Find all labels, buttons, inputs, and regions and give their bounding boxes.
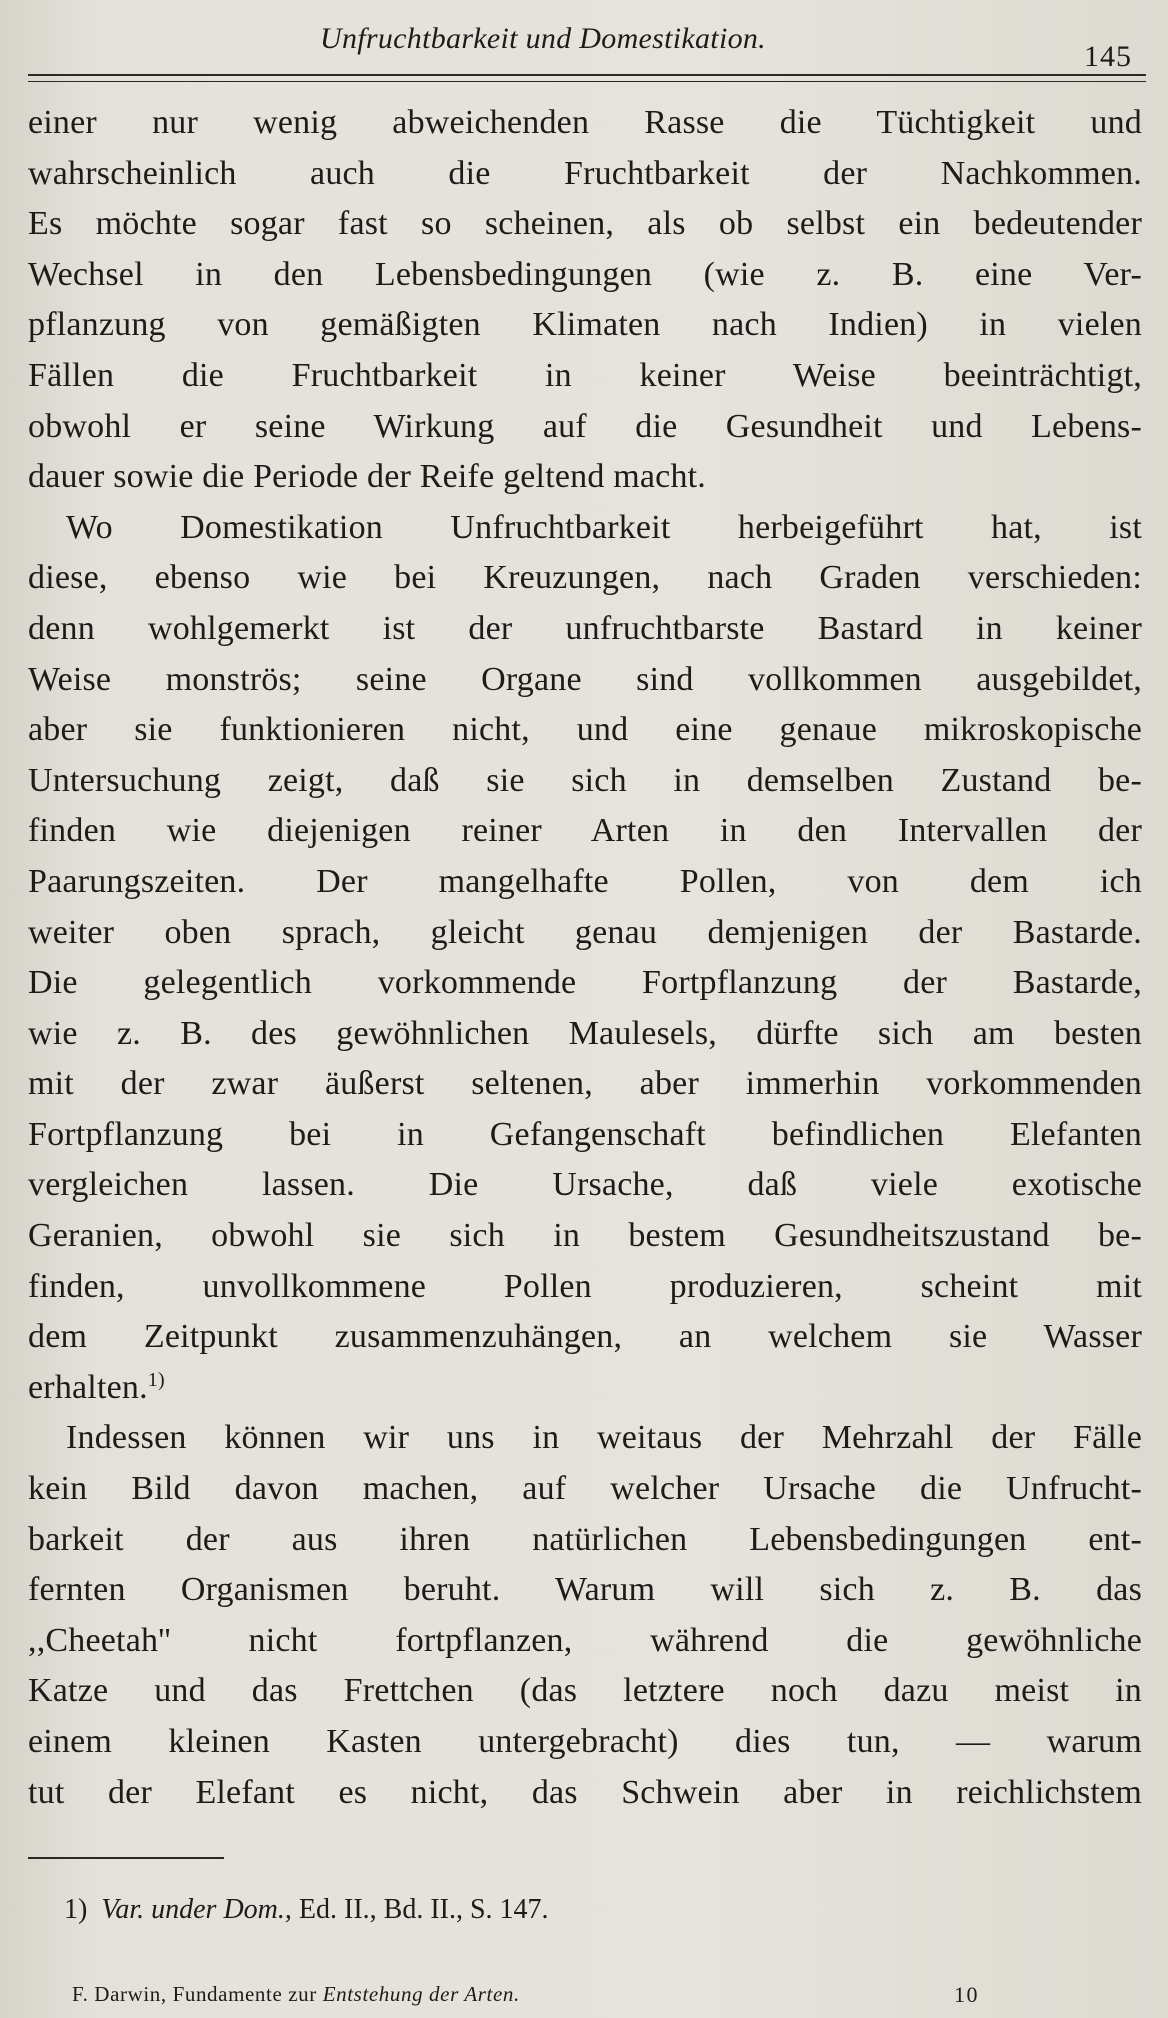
signature-author: F. Darwin, Fundamente zur [72,1982,317,2006]
text-line: wahrscheinlich auch die Fruchtbarkeit der Nachkommen. [28,154,1142,192]
text-line: Paarungszeiten. Der mangelhafte Pollen, von dem ich [28,862,1142,900]
text-line: ,,Cheetah'' nicht fortpflanzen, während die gewöhnliche [28,1621,1142,1659]
text-line: Katze und das Frettchen (das letztere noch dazu meist in [28,1672,1142,1710]
text-line-with-footnote [28,1363,1142,1414]
text-line: mit der zwar äußerst seltenen, aber immerhin vorkommenden [28,1065,1142,1103]
footnote-italic-title: Var. under Dom., [101,1894,292,1925]
text-line: Die gelegentlich vorkommende Fortpflanzung der Bastarde, [28,964,1142,1002]
text-line-content: erhalten. [28,1368,148,1406]
header-rule [28,74,1146,82]
text-line: denn wohlgemerkt ist der unfruchtbarste Bastard in keiner [28,609,1142,647]
printer-signature [72,1982,520,2007]
text-line: Untersuchung zeigt, daß sie sich in demselben Zustand be- [28,761,1142,799]
text-line: Wechsel in den Lebensbedingungen (wie z. B. eine Ver- [28,255,1142,293]
text-line: Fortpflanzung bei in Gefangenschaft befindlichen Elefanten [28,1115,1142,1153]
body-text [28,98,1142,1818]
footnote-reference-text: Ed. II., Bd. II., S. 147. [298,1894,549,1925]
page-number: 145 [1084,40,1132,73]
text-line: kein Bild davon machen, auf welcher Ursache die Unfrucht- [28,1470,1142,1508]
text-line: einem kleinen Kasten untergebracht) dies tun, — warum [28,1723,1142,1760]
text-line: diese, ebenso wie bei Kreuzungen, nach Graden verschieden: [28,559,1142,597]
text-line: einer nur wenig abweichenden Rasse die Tüchtigkeit und [28,104,1142,141]
text-line: obwohl er seine Wirkung auf die Gesundheit und Lebens- [28,407,1142,445]
text-line: Weise monströs; seine Organe sind vollkommen ausgebildet, [28,660,1142,698]
text-line: dauer sowie die Periode der Reife geltend macht. [28,458,707,496]
text-line: finden, unvollkommene Pollen produzieren, scheint mit [28,1267,1142,1305]
text-line: barkeit der aus ihren natürlichen Lebensbedingungen ent- [28,1520,1142,1558]
signature-book-title: Entstehung der Arten. [322,1982,520,2006]
footnote-marker: 1) [64,1894,88,1925]
text-line: tut der Elefant es nicht, das Schwein aber in reichlichstem [28,1773,1142,1811]
footnote [64,1894,549,1926]
text-line: wie z. B. des gewöhnlichen Maulesels, dürfte sich am besten [28,1014,1142,1052]
text-line: fernten Organismen beruht. Warum will sich z. B. das [28,1571,1142,1609]
text-line: finden wie diejenigen reiner Arten in den Intervallen der [28,812,1142,850]
text-line: Indessen können wir uns in weitaus der Mehrzahl der Fälle [66,1419,1142,1457]
footnote-rule [28,1857,224,1859]
text-line: Fällen die Fruchtbarkeit in keiner Weise beeinträchtigt, [28,356,1142,394]
text-line: Geranien, obwohl sie sich in bestem Gesundheitszustand be- [28,1217,1142,1255]
running-header-title: Unfruchtbarkeit und Domestikation. [320,22,766,55]
text-line: aber sie funktionieren nicht, und eine genaue mikroskopische [28,711,1142,749]
text-line: dem Zeitpunkt zusammenzuhängen, an welchem sie Wasser [28,1318,1142,1356]
text-line: weiter oben sprach, gleicht genau demjenigen der Bastarde. [28,913,1142,951]
signature-number: 10 [954,1982,979,2007]
text-line: Es möchte sogar fast so scheinen, als ob selbst ein bedeutender [28,205,1142,243]
text-line: pflanzung von gemäßigten Klimaten nach Indien) in vielen [28,306,1142,344]
footnote-reference: 1) [147,1368,165,1391]
text-line: vergleichen lassen. Die Ursache, daß viele exotische [28,1166,1142,1204]
text-line: Wo Domestikation Unfruchtbarkeit herbeigeführt hat, ist [66,508,1142,546]
